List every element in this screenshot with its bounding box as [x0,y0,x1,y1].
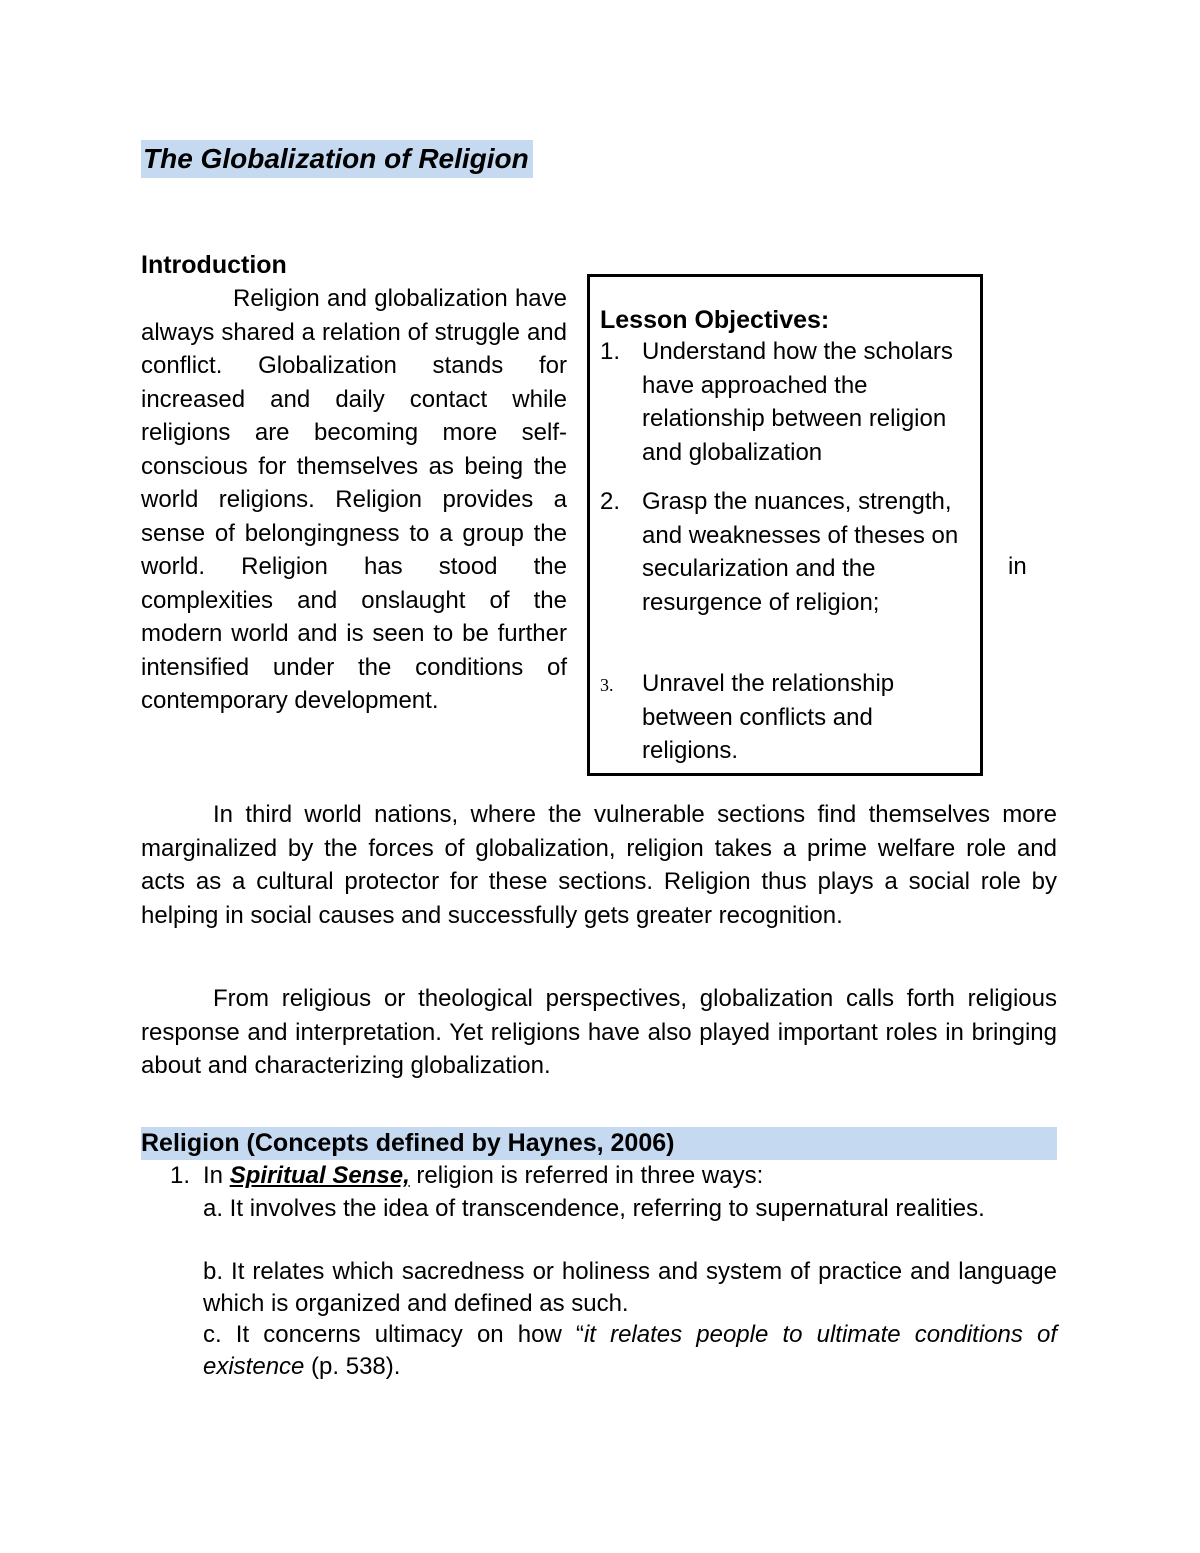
citation: (p. 538). [304,1352,401,1380]
objective-number: 2. [600,488,621,515]
body-paragraph: In third world nations, where the vulnerable sections find themselves more marginalized by the forces of globalization, religion takes a prime welfare role and acts as a cultural protector for these sections. Religion thus plays a social role by helping in social causes and successfully gets greater recognition. [141,801,1057,929]
introduction-heading: Introduction [141,251,287,279]
objective-item [600,335,970,469]
body-paragraph: From religious or theological perspectives, globalization calls forth religious response and interpretation. Yet religions have also played important roles in bringing about and characterizing globalization. [141,985,1057,1079]
sub-item-c [203,1319,1057,1382]
objective-text: Unravel the relationship between conflicts and religions. [642,670,895,764]
lesson-objectives-heading: Lesson Objectives: [600,306,830,334]
list-item-suffix: religion is referred in three ways: [409,1162,764,1189]
objective-item [600,667,970,768]
emphasized-term: Spiritual Sense, [229,1162,410,1189]
quoted-definition: it relates people to ultimate conditions of existence [203,1321,1057,1380]
sub-item-c-prefix: c. It concerns ultimacy on how “ [203,1321,584,1348]
objective-item [600,485,970,619]
objective-text: Grasp the nuances, strength, and weaknesses of theses on secularization and the resurgence of religion; [642,488,959,616]
sub-item-a: a. It involves the idea of transcendence, referring to supernatural realities. [203,1195,985,1222]
sub-item-b: b. It relates which sacredness or holiness and system of practice and language which is organized and defined as such. [203,1258,1057,1317]
list-number: 1. [170,1162,191,1189]
introduction-paragraph: Religion and globalization have always shared a relation of struggle and conflict. Globalization stands for increased and daily contact while religions are becoming more self-conscious for themselves as being the world religions. Religion provides a sense of belongingness to a group the world. Religion has stood the complexities and onslaught of the modern world and is seen to be further intensified under the conditions of contemporary development. [141,285,567,714]
list-item [203,1160,763,1192]
list-item-prefix: In [203,1162,230,1189]
objective-text: Understand how the scholars have approached the relationship between religion and globalization [642,338,953,466]
objective-number: 3. [600,675,614,695]
section-heading: Religion (Concepts defined by Haynes, 2006) [141,1127,1057,1160]
objective-number: 1. [600,338,621,365]
document-title: The Globalization of Religion [141,140,533,178]
wrapped-word: in [1008,553,1027,580]
